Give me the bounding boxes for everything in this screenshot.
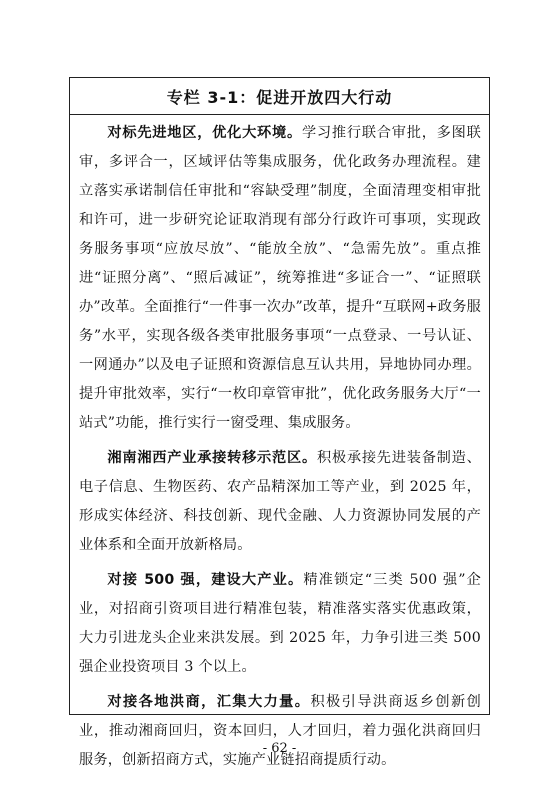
paragraph-heading: 对接 500 强，建设大产业。	[107, 572, 304, 588]
paragraph-industry-transfer	[79, 444, 481, 560]
paragraph-body: 精准锁定“三类 500 强”企业，对招商引资项目进行精准包装，精准落实落实优惠政策，大力引进龙头企业来洪发展。到 2025 年，力争引进三类 500 强企业投资项目 3 个以上。	[79, 572, 482, 675]
paragraph-optimize-environment	[79, 119, 481, 438]
page-number: - 62 -	[262, 741, 297, 756]
paragraph-hometown-merchants	[79, 688, 481, 775]
paragraph-heading: 对接各地洪商，汇集大力量。	[107, 694, 311, 710]
paragraph-body: 积极承接先进装备制造、电子信息、生物医药、农产品精深加工等产业，到 2025 年，形成实体经济、科技创新、现代金融、人力资源协同发展的产业体系和全面开放新格局。	[79, 450, 481, 553]
paragraph-body: 积极引导洪商返乡创新创业，推动湘商回归，资本回归，人才回归，着力强化洪商回归服务，创新招商方式，实施产业链招商提质行动。	[79, 694, 482, 768]
paragraph-body: 学习推行联合审批，多图联审，多评合一，区域评估等集成服务，优化政务办理流程。建立落实承诺制信任审批和“容缺受理”制度，全面清理变相审批和许可，进一步研究论证取消现有部分行政许可事项，实现政务服务事项“应放尽放”、“能放全放”、“急需先放”。重点推进“证照分离”、“照后减证”，统筹推进“多证合一”、“证照联办”改革。全面推行“一件事一次办”改革，提升“互联网+政务服务”水平，实现各级各类审批服务事项“一点登录、一号认证、一网通办”以及电子证照和资源信息互认共用，异地协同办理。提升审批效率，实行“一枚印章管审批”，优化政务服务大厅“一站式”功能，推行实行一窗受理、集成服务。	[79, 125, 481, 431]
box-content	[70, 115, 489, 775]
paragraph-heading: 湘南湘西产业承接转移示范区。	[107, 450, 317, 466]
paragraph-heading: 对标先进地区，优化大环境。	[107, 125, 302, 141]
paragraph-top-500	[79, 566, 481, 682]
box-title: 专栏 3-1：促进开放四大行动	[70, 78, 489, 115]
